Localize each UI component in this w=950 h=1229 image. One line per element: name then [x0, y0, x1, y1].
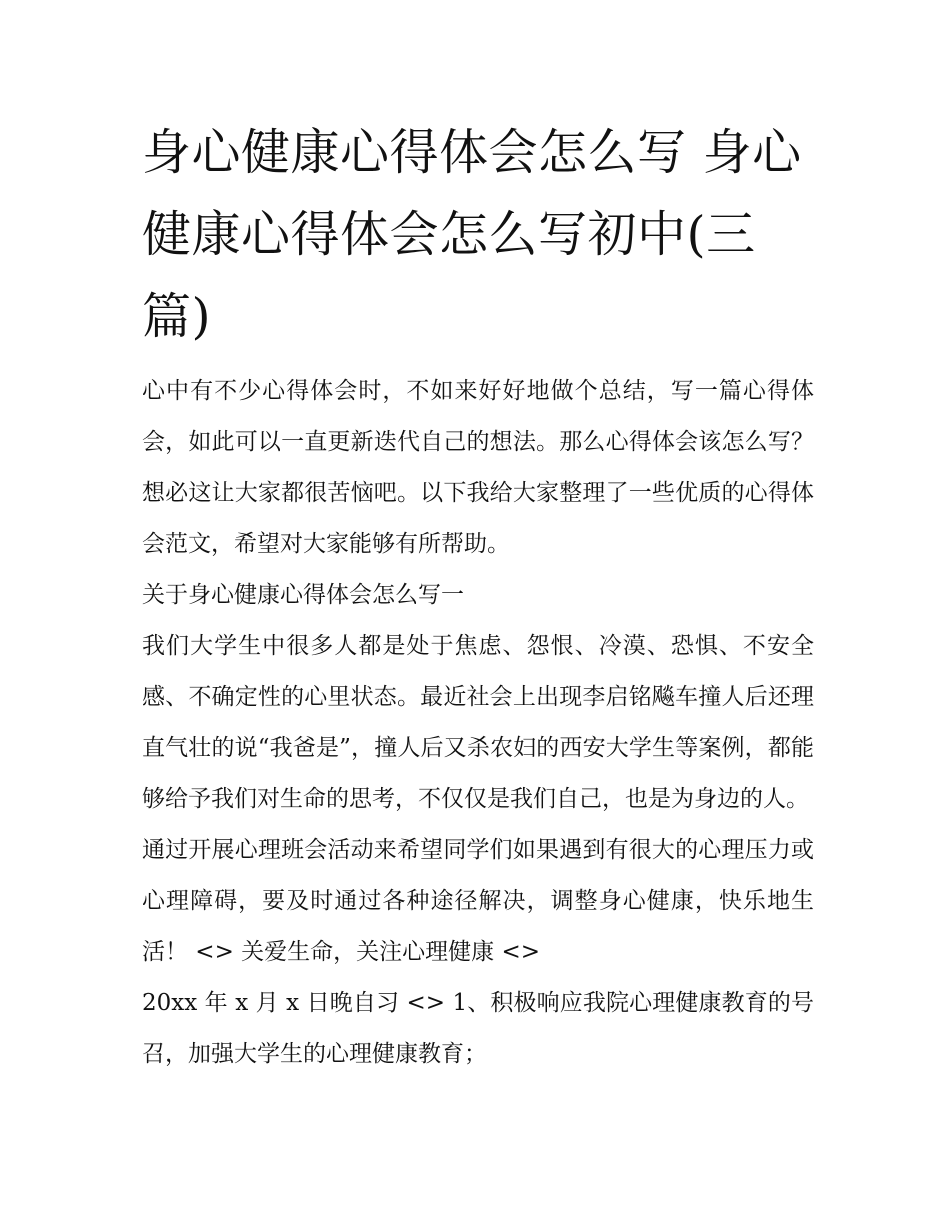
body-paragraph: 20xx 年 x 月 x 日晚自习 <> 1、积极响应我院心理健康教育的号召，加强大学生的心理健康教育；: [142, 990, 814, 1067]
title-spacer: [142, 358, 814, 366]
section-heading: 关于身心健康心得体会怎么写一: [142, 582, 464, 608]
intro-paragraph: 心中有不少心得体会时，不如来好好地做个总结，写一篇心得体会，如此可以一直更新迭代自己的想法。那么心得体会该怎么写？想必这让大家都很苦恼吧。以下我给大家整理了一些优质的心得体会范文，希望对大家能够有所帮助。: [142, 378, 814, 557]
document-page: [142, 112, 814, 1080]
document-title: 身心健康心得体会怎么写 身心健康心得体会怎么写初中(三篇): [142, 124, 802, 345]
body-paragraph: 我们大学生中很多人都是处于焦虑、怨恨、冷漠、恐惧、不安全感、不确定性的心里状态。最近社会上出现李启铭飚车撞人后还理直气壮的说“我爸是”，撞人后又杀农妇的西安大学生等案例，都能够给予我们对生命的思考，不仅仅是我们自己，也是为身边的人。: [142, 633, 814, 812]
body-paragraph: 通过开展心理班会活动来希望同学们如果遇到有很大的心理压力或心理障碍，要及时通过各种途径解决，调整身心健康，快乐地生活！ <> 关爱生命，关注心理健康 <>: [142, 837, 814, 965]
